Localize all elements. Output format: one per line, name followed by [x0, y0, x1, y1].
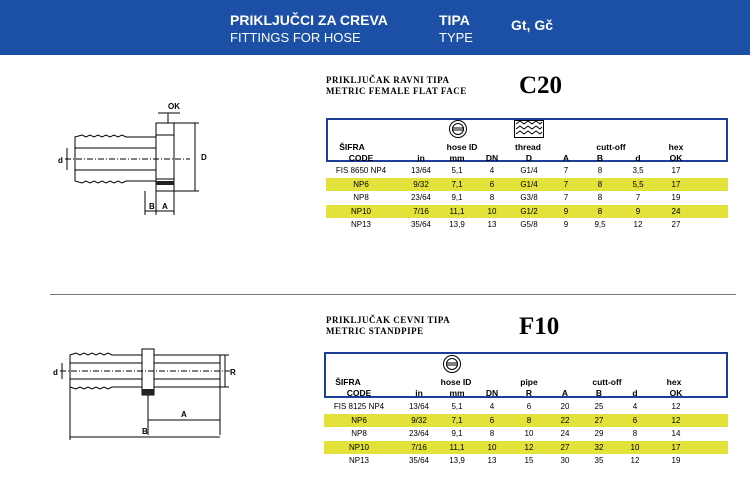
cell-a: 20: [560, 402, 570, 411]
c20-subtitle-sr: PRIKLJUČAK RAVNI TIPA: [326, 75, 450, 85]
cell-d: 3,5: [632, 166, 644, 175]
cell-thread: 15: [524, 456, 534, 465]
f10-drawing-label-r: R: [230, 368, 236, 377]
cell-dn: 6: [489, 179, 495, 189]
cell-b: 8: [597, 193, 603, 202]
tbl2-header-bottom-0: CODE: [346, 388, 372, 398]
tbl2-header-bottom-5: A: [561, 388, 569, 398]
tbl1-header-bottom-8: OK: [669, 153, 683, 163]
cell-b: 35: [594, 456, 604, 465]
cell-mm: 13,9: [449, 456, 465, 465]
cell-b: 29: [594, 429, 604, 438]
cell-ok: 19: [671, 193, 681, 202]
tbl2-header-bottom-1: in: [415, 388, 423, 398]
cell-code: NP8: [353, 193, 369, 202]
cell-b: 32: [594, 442, 604, 452]
tbl1-header-bottom-3: DN: [485, 153, 499, 163]
tbl1-header-bottom-5: A: [562, 153, 570, 163]
tbl1-header-bottom-0: CODE: [348, 153, 374, 163]
c20-drawing-label-d-large: D: [201, 153, 207, 162]
tbl1-header-bottom-7: d: [635, 153, 641, 163]
cell-thread: 10: [524, 429, 534, 438]
cell-dn: 4: [489, 402, 495, 411]
tbl1-header-top-4: hex: [668, 142, 684, 152]
cell-ok: 14: [671, 429, 681, 438]
cell-dn: 8: [489, 193, 495, 202]
c20-drawing-label-d-small: d: [58, 156, 63, 165]
c20-technical-drawing: [50, 95, 250, 255]
table-row: [326, 191, 728, 204]
cell-dn: 13: [487, 456, 497, 465]
cell-d: 12: [630, 456, 640, 465]
cell-b: 8: [597, 206, 603, 216]
tbl1-header-bottom-1: in: [417, 153, 425, 163]
cell-ok: 27: [671, 220, 681, 229]
tbl2-header-bottom-7: d: [632, 388, 638, 398]
cell-in: 9/32: [411, 415, 427, 425]
type-value: Gt, Gč: [511, 17, 554, 33]
c20-drawing-label-b: B: [149, 202, 155, 211]
cell-mm: 9,1: [451, 429, 463, 438]
tbl2-header-bottom-3: DN: [485, 388, 499, 398]
cell-in: 23/64: [410, 193, 432, 202]
tbl2-header-bottom-8: OK: [669, 388, 683, 398]
cell-in: 35/64: [408, 456, 430, 465]
cell-ok: 12: [671, 402, 681, 411]
tbl1-header-bottom-6: B: [596, 153, 604, 163]
cell-in: 13/64: [408, 402, 430, 411]
cell-thread: 6: [526, 402, 532, 411]
f10-drawing-label-a: A: [181, 410, 187, 419]
section-divider: [50, 294, 736, 295]
f10-drawing-label-d: d: [53, 368, 58, 377]
cell-a: 7: [563, 166, 569, 175]
cell-mm: 13,9: [449, 220, 465, 229]
cell-d: 4: [632, 402, 638, 411]
cell-thread: G1/4: [520, 166, 538, 175]
cell-d: 12: [633, 220, 643, 229]
cell-ok: 24: [671, 206, 681, 216]
cell-thread: 12: [524, 442, 534, 452]
cell-b: 27: [594, 415, 604, 425]
title-sr: PRIKLJUČCI ZA CREVA: [230, 12, 388, 28]
cell-mm: 11,1: [449, 206, 465, 216]
f10-drawing-label-b: B: [142, 427, 148, 436]
c20-subtitle-en: METRIC FEMALE FLAT FACE: [326, 86, 467, 96]
c20-drawing-label-ok: OK: [168, 102, 180, 111]
header-banner: [0, 0, 750, 55]
f10-technical-drawing: [50, 345, 250, 465]
cell-code: NP6: [351, 415, 367, 425]
table-row: [326, 178, 728, 191]
f10-subtitle-sr: PRIKLJUČAK CEVNI TIPA: [326, 315, 451, 325]
f10-subtitle: [326, 315, 450, 337]
type-label-en: TYPE: [439, 30, 473, 45]
cell-in: 7/16: [413, 206, 429, 216]
cell-in: 13/64: [410, 166, 432, 175]
cell-dn: 10: [487, 206, 497, 216]
tbl2-header-top-4: hex: [666, 377, 682, 387]
cell-dn: 8: [489, 429, 495, 438]
c20-code: C20: [519, 72, 563, 99]
cell-code: NP10: [348, 442, 369, 452]
tbl1-header-top-1: hose ID: [446, 142, 478, 152]
cell-code: NP10: [350, 206, 371, 216]
f10-code: F10: [519, 313, 560, 340]
cell-mm: 7,1: [451, 415, 463, 425]
tbl2-header-top-0: ŠIFRA: [335, 377, 361, 387]
cell-code: NP8: [351, 429, 367, 438]
cell-mm: 5,1: [451, 166, 463, 175]
cell-d: 7: [635, 193, 641, 202]
cell-ok: 17: [671, 442, 681, 452]
cell-d: 6: [632, 415, 638, 425]
cell-code: FIS 8125 NP4: [333, 402, 385, 411]
table-row: [326, 218, 728, 231]
table-row: [326, 164, 728, 177]
tbl2-header-bottom-6: B: [595, 388, 603, 398]
table-row: [326, 205, 728, 218]
cell-code: NP13: [350, 220, 371, 229]
cell-b: 8: [597, 179, 603, 189]
cell-mm: 9,1: [451, 193, 463, 202]
cell-mm: 11,1: [449, 442, 465, 452]
c20-drawing-label-a: A: [162, 202, 168, 211]
cell-in: 7/16: [411, 442, 427, 452]
cell-b: 25: [594, 402, 604, 411]
cell-mm: 7,1: [451, 179, 463, 189]
table-row: [324, 427, 728, 440]
type-label-sr: TIPA: [439, 12, 470, 28]
cell-dn: 4: [489, 166, 495, 175]
cell-dn: 13: [487, 220, 497, 229]
cell-a: 24: [560, 429, 570, 438]
tbl1-header-bottom-4: D: [525, 153, 533, 163]
cell-dn: 6: [489, 415, 495, 425]
tbl2-header-top-2: pipe: [520, 377, 538, 387]
tbl1-header-top-2: thread: [515, 142, 541, 152]
c20-spec-table: [326, 118, 728, 236]
hose-section-icon: [448, 119, 468, 139]
cell-d: 5,5: [632, 179, 644, 189]
cell-d: 10: [630, 442, 640, 452]
table-row: [324, 454, 728, 467]
tbl2-header-bottom-2: mm: [449, 388, 465, 398]
cell-b: 9,5: [594, 220, 606, 229]
tbl1-header-bottom-2: mm: [449, 153, 465, 163]
tbl1-header-top-3: cutt-off: [596, 142, 626, 152]
cell-b: 8: [597, 166, 603, 175]
hose-section-icon: [442, 354, 462, 374]
cell-a: 30: [560, 456, 570, 465]
tbl2-header-top-1: hose ID: [440, 377, 472, 387]
cell-in: 35/64: [410, 220, 432, 229]
cell-a: 7: [563, 193, 569, 202]
table-row: [324, 400, 728, 413]
cell-mm: 5,1: [451, 402, 463, 411]
cell-d: 9: [635, 206, 641, 216]
cell-dn: 10: [487, 442, 497, 452]
cell-a: 9: [563, 206, 569, 216]
cell-in: 23/64: [408, 429, 430, 438]
cell-a: 9: [563, 220, 569, 229]
cell-thread: 8: [526, 415, 532, 425]
cell-ok: 17: [671, 179, 681, 189]
cell-code: NP13: [348, 456, 369, 465]
cell-ok: 19: [671, 456, 681, 465]
cell-thread: G3/8: [520, 193, 538, 202]
cell-in: 9/32: [413, 179, 429, 189]
cell-thread: G1/2: [520, 206, 538, 216]
f10-spec-table: [324, 352, 728, 470]
table-row: [324, 414, 728, 427]
tbl2-header-top-3: cutt-off: [592, 377, 622, 387]
cell-a: 22: [560, 415, 570, 425]
cell-code: NP6: [353, 179, 369, 189]
cell-a: 7: [563, 179, 569, 189]
cell-ok: 17: [671, 166, 681, 175]
thread-icon: [514, 120, 544, 138]
title-en: FITTINGS FOR HOSE: [230, 30, 361, 45]
cell-thread: G5/8: [520, 220, 538, 229]
cell-thread: G1/4: [520, 179, 538, 189]
cell-a: 27: [560, 442, 570, 452]
cell-ok: 12: [671, 415, 681, 425]
tbl2-header-bottom-4: R: [525, 388, 533, 398]
tbl1-header-top-0: ŠIFRA: [339, 142, 365, 152]
cell-code: FIS 8650 NP4: [335, 166, 387, 175]
cell-d: 8: [632, 429, 638, 438]
table-row: [324, 441, 728, 454]
f10-subtitle-en: METRIC STANDPIPE: [326, 326, 424, 336]
c20-subtitle: [326, 75, 467, 97]
